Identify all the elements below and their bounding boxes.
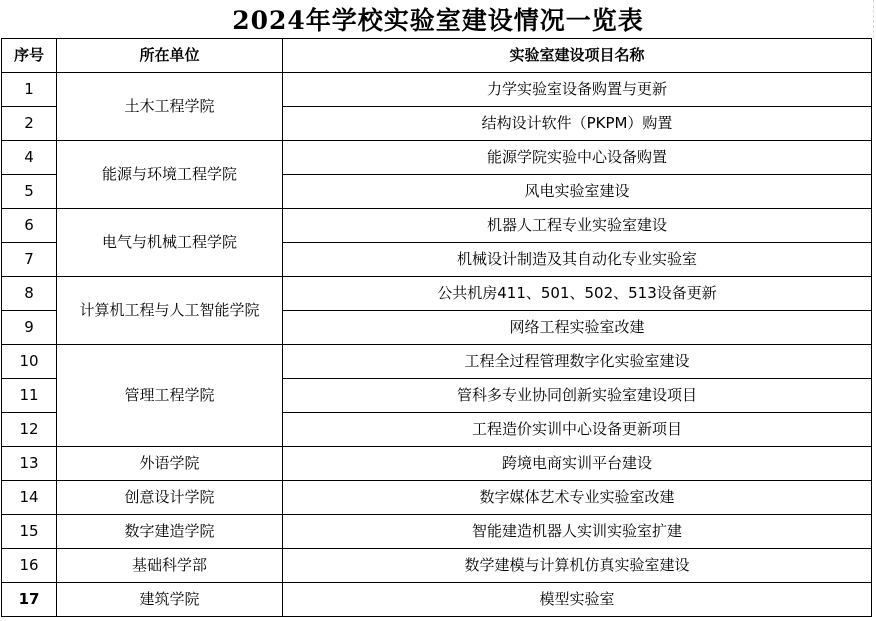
cell-project[interactable]: 数字媒体艺术专业实验室改建 [283,481,872,515]
header-project[interactable]: 实验室建设项目名称 [283,39,872,73]
cell-project[interactable]: 机械设计制造及其自动化专业实验室 [283,243,872,277]
cell-seq[interactable]: 8 [2,277,57,311]
cell-project[interactable]: 数学建模与计算机仿真实验室建设 [283,549,872,583]
table-row [2,549,872,583]
cell-unit[interactable]: 电气与机械工程学院 [57,209,283,277]
cell-seq[interactable]: 4 [2,141,57,175]
table-row [2,141,872,175]
cell-project[interactable]: 工程全过程管理数字化实验室建设 [283,345,872,379]
cell-unit[interactable]: 基础科学部 [57,549,283,583]
cell-unit[interactable]: 计算机工程与人工智能学院 [57,277,283,345]
cell-seq[interactable]: 15 [2,515,57,549]
lab-construction-table [1,38,872,617]
cell-seq[interactable]: 9 [2,311,57,345]
cell-unit[interactable]: 管理工程学院 [57,345,283,447]
table-row [2,447,872,481]
cell-project[interactable]: 结构设计软件（PKPM）购置 [283,107,872,141]
cell-project[interactable]: 智能建造机器人实训实验室扩建 [283,515,872,549]
cell-project[interactable]: 能源学院实验中心设备购置 [283,141,872,175]
table-row [2,345,872,379]
cell-unit[interactable]: 建筑学院 [57,583,283,617]
cell-project[interactable]: 工程造价实训中心设备更新项目 [283,413,872,447]
cell-seq[interactable]: 16 [2,549,57,583]
table-row [2,583,872,617]
cell-project[interactable]: 力学实验室设备购置与更新 [283,73,872,107]
cell-project[interactable]: 网络工程实验室改建 [283,311,872,345]
header-seq[interactable]: 序号 [2,39,57,73]
cell-project[interactable]: 模型实验室 [283,583,872,617]
cell-project[interactable]: 跨境电商实训平台建设 [283,447,872,481]
cell-unit[interactable]: 创意设计学院 [57,481,283,515]
cell-seq[interactable]: 1 [2,73,57,107]
cell-unit[interactable]: 土木工程学院 [57,73,283,141]
cell-seq[interactable]: 5 [2,175,57,209]
cell-project[interactable]: 管科多专业协同创新实验室建设项目 [283,379,872,413]
cell-seq[interactable]: 11 [2,379,57,413]
table-row [2,481,872,515]
cell-seq[interactable]: 14 [2,481,57,515]
cell-seq[interactable]: 6 [2,209,57,243]
header-row [2,39,872,73]
cell-project[interactable]: 公共机房411、501、502、513设备更新 [283,277,872,311]
table-row [2,209,872,243]
cell-unit[interactable]: 数字建造学院 [57,515,283,549]
table-row [2,277,872,311]
table-body [2,73,872,617]
table-row [2,73,872,107]
table-row [2,515,872,549]
cell-unit[interactable]: 外语学院 [57,447,283,481]
header-unit[interactable]: 所在单位 [57,39,283,73]
cell-seq[interactable]: 13 [2,447,57,481]
cell-seq[interactable]: 10 [2,345,57,379]
cell-seq[interactable]: 12 [2,413,57,447]
cell-seq[interactable]: 7 [2,243,57,277]
cell-seq[interactable]: 17 [2,583,57,617]
cell-unit[interactable]: 能源与环境工程学院 [57,141,283,209]
cell-seq[interactable]: 2 [2,107,57,141]
cell-project[interactable]: 机器人工程专业实验室建设 [283,209,872,243]
cell-project[interactable]: 风电实验室建设 [283,175,872,209]
page-title: 2024年学校实验室建设情况一览表 [232,6,644,35]
